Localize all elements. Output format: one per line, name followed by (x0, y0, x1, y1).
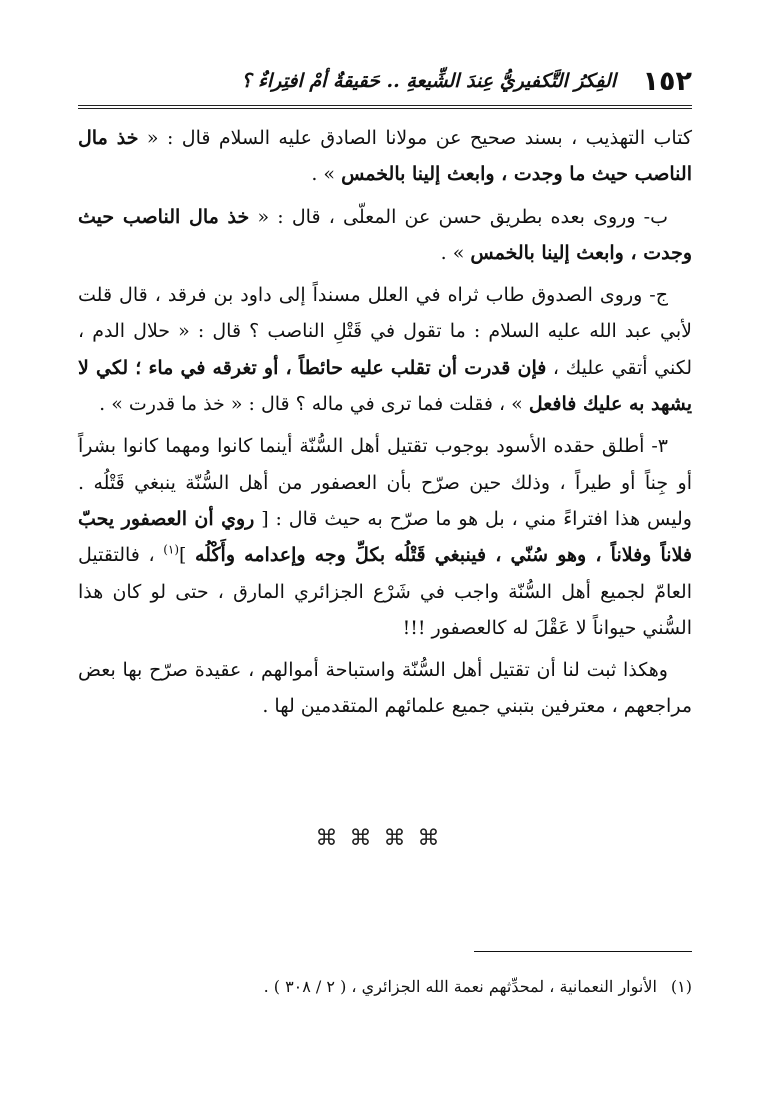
bold-quote: روي أن العصفور يحبّ فلاناً وفلاناً ، وهو سُنّي ، فينبغي قَتْلُه بكلِّ وجه وإعدامه وأَكْلُه (78, 507, 693, 567)
text-span: » ، فقلت فما ترى في ماله ؟ قال : « خذ ما قدرت » . (99, 393, 529, 416)
text-span: ] (179, 544, 196, 567)
section-ornament (0, 826, 761, 851)
ornament-icon: ⌘ (315, 826, 344, 851)
footnote (78, 973, 692, 1001)
ornament-icon: ⌘ (383, 826, 412, 851)
header-rule (78, 105, 692, 109)
text-span: كتاب التهذيب ، بسند صحيح عن مولانا الصادق عليه السلام قال : « (138, 127, 693, 149)
page-header (78, 64, 692, 108)
text-span: » . (311, 163, 342, 186)
ornament-icon: ⌘ (349, 826, 378, 851)
running-title: الفِكرُ التَّكفيريُّ عِندَ الشِّيعةِ .. حَقيقةٌ أمْ افتِراءٌ ؟ (241, 70, 616, 92)
footnote-marker: (١) (670, 977, 692, 996)
paragraph-1 (78, 120, 692, 193)
text-span: ب- وروى بعده بطريق حسن عن المعلّى ، قال : « (249, 205, 668, 228)
text-span: » . (440, 241, 471, 264)
paragraph-2 (78, 199, 692, 272)
text-span: ج- وروى الصدوق طاب ثراه في العلل مسنداً إلى داود بن فرقد ، قال قلت لأبي عبد الله عليه السلام : ما تقول في قَتْلِ الناصب ؟ قال : « حلال الدم ، لكني أتقي عليك ، (78, 284, 692, 379)
body-text (78, 120, 692, 731)
page-number: ١٥٢ (642, 66, 692, 97)
paragraph-4 (78, 428, 692, 646)
ornament-icon: ⌘ (417, 826, 446, 851)
paragraph-5 (78, 652, 692, 725)
footnote-reference: (١) (163, 542, 180, 557)
text-span: ، فالتقتيل العامّ لجميع أهل السُّنّة واجب في شَرْع الجزائري المارق ، حتى لو كان هذا السُّني حيواناً لا عَقْلَ له كالعصفور !!! (78, 544, 692, 639)
bold-quote: فإن قدرت أن تقلب عليه حائطاً ، أو تغرقه في ماء ؛ لكي لا يشهد به عليك فافعل (78, 356, 692, 416)
text-span: وهكذا ثبت لنا أن تقتيل أهل السُّنّة واستباحة أموالهم ، عقيدة صرّح بها بعض مراجعهم ، معترفين بتبني جميع علمائهم المتقدمين لها . (78, 659, 692, 718)
footnote-text: الأنوار النعمانية ، لمحدِّثهم نعمة الله الجزائري ، ( ٢ / ٣٠٨ ) . (263, 977, 657, 996)
paragraph-3 (78, 277, 692, 422)
text-span: ٣- أطلق حقده الأسود بوجوب تقتيل أهل السُّنّة أينما كانوا ومهما كانوا بشراً أو جِناً أو طيراً ، وذلك حين صرّح بأن العصفور من أهل السُّنّة ينبغي قَتْلُه . وليس هذا افتراءً مني ، بل هو ما صرّح به حيث قال : [ (78, 435, 692, 530)
bold-quote: خذ مال الناصب حيث وجدت ، وابعث إلينا بالخمس (78, 205, 692, 264)
footnote-divider (474, 951, 692, 952)
bold-quote: خذ مال الناصب حيث ما وجدت ، وابعث إلينا بالخمس (78, 127, 692, 186)
